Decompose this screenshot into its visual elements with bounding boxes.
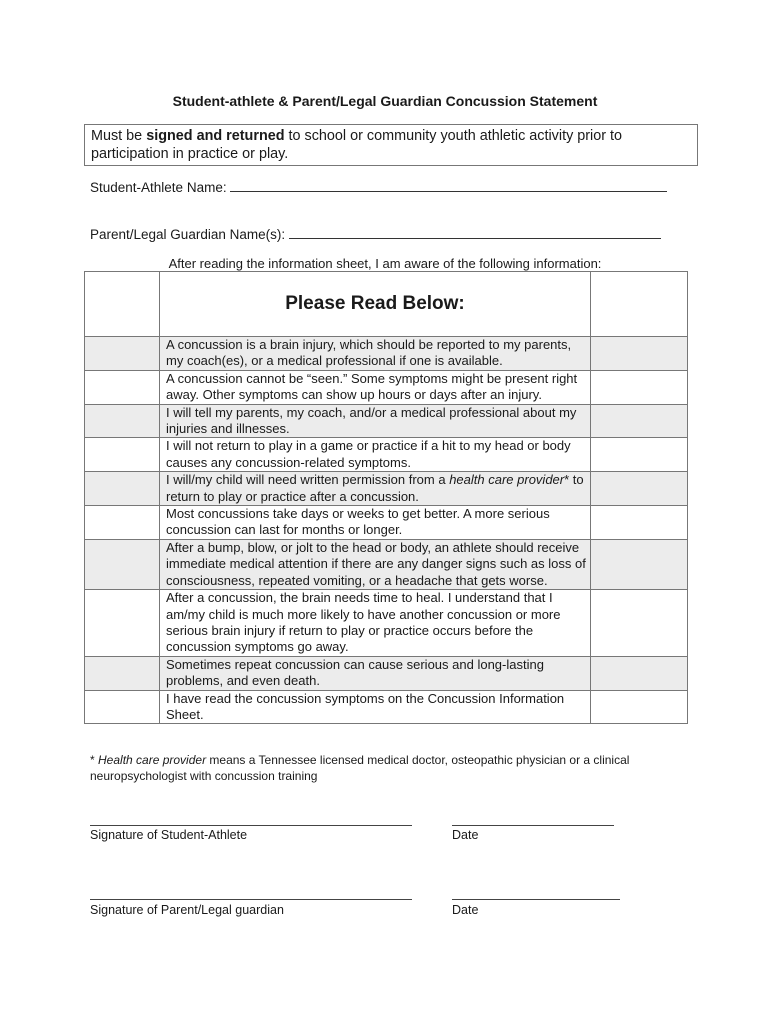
statement-text: Most concussions take days or weeks to get better. A more serious concussion can last for months or longer.	[160, 506, 591, 540]
footnote-term: Health care provider	[98, 753, 207, 767]
guardian-initial-header	[591, 272, 688, 337]
statement-text: After a concussion, the brain needs time to heal. I understand that I am/my child is much more likely to have another concussion or more serious brain injury if return to play or practice occurs before the concussion symptoms go away.	[160, 590, 591, 657]
intro-text: After reading the information sheet, I am aware of the following information:	[168, 256, 602, 271]
table-row	[85, 590, 688, 657]
guardian-initial-box[interactable]	[591, 656, 688, 690]
guardian-initial-box[interactable]	[591, 404, 688, 438]
student-signature-label: Signature of Student-Athlete	[90, 828, 248, 842]
guardian-date-line[interactable]	[452, 899, 620, 900]
table-row	[85, 370, 688, 404]
table-row	[85, 506, 688, 540]
guardian-date-label: Date	[452, 903, 479, 917]
statement-text: I will not return to play in a game or practice if a hit to my head or body causes any concussion-related symptoms.	[160, 438, 591, 472]
guardian-initial-box[interactable]	[591, 506, 688, 540]
footnote-text: means a Tennessee licensed medical doctor, osteopathic physician or a clinical neuropsychologist with concussion training	[90, 753, 630, 783]
guardian-signature-line[interactable]	[90, 899, 412, 900]
student-initial-box[interactable]	[85, 656, 160, 690]
student-initial-box[interactable]	[85, 438, 160, 472]
statement-text: A concussion is a brain injury, which should be reported to my parents, my coach(es), or a medical professional if one is available.	[160, 337, 591, 371]
footnote-star: *	[90, 753, 99, 767]
statement-text: I will tell my parents, my coach, and/or a medical professional about my injuries and illnesses.	[160, 404, 591, 438]
guardian-initial-box[interactable]	[591, 590, 688, 657]
student-initial-box[interactable]	[85, 690, 160, 724]
guardian-initial-box[interactable]	[591, 690, 688, 724]
student-initial-box[interactable]	[85, 590, 160, 657]
table-row	[85, 690, 688, 724]
student-name-row	[90, 179, 667, 195]
student-initial-box[interactable]	[85, 404, 160, 438]
statement-part: I will/my child will need written permission from a	[166, 472, 450, 488]
statement-text	[160, 472, 591, 506]
table-row	[85, 539, 688, 589]
student-signature-line[interactable]	[90, 825, 412, 826]
student-initial-box[interactable]	[85, 472, 160, 506]
statement-text: Sometimes repeat concussion can cause serious and long-lasting problems, and even death.	[160, 656, 591, 690]
notice-suffix: to school or community youth athletic activity prior to participation in practice or play.	[91, 128, 623, 162]
guardian-name-row	[90, 226, 661, 242]
student-initial-box[interactable]	[85, 370, 160, 404]
student-date-line[interactable]	[452, 825, 614, 826]
table-header-row	[85, 272, 688, 337]
table-row	[85, 337, 688, 371]
student-initial-header	[85, 272, 160, 337]
statement-text: A concussion cannot be “seen.” Some symptoms might be present right away. Other symptoms can show up hours or days after an injury.	[160, 370, 591, 404]
student-initial-box[interactable]	[85, 506, 160, 540]
notice-prefix: Must be	[91, 128, 147, 144]
table-row	[85, 438, 688, 472]
student-initial-box[interactable]	[85, 539, 160, 589]
student-name-label: Student-Athlete Name:	[90, 180, 227, 195]
return-notice	[84, 124, 698, 166]
guardian-initial-box[interactable]	[591, 539, 688, 589]
statement-text: I have read the concussion symptoms on the Concussion Information Sheet.	[160, 690, 591, 724]
student-initial-box[interactable]	[85, 337, 160, 371]
table-row	[85, 404, 688, 438]
guardian-name-field[interactable]	[289, 226, 661, 239]
guardian-signature-label: Signature of Parent/Legal guardian	[90, 903, 284, 917]
statement-table	[84, 271, 688, 724]
guardian-initial-box[interactable]	[591, 370, 688, 404]
student-name-field[interactable]	[230, 179, 667, 192]
guardian-name-label: Parent/Legal Guardian Name(s):	[90, 227, 286, 242]
guardian-initial-box[interactable]	[591, 472, 688, 506]
statement-part: * to return to play or practice after a concussion.	[166, 472, 584, 504]
document-title: Student-athlete & Parent/Legal Guardian Concussion Statement	[172, 93, 598, 109]
guardian-initial-box[interactable]	[591, 337, 688, 371]
table-row	[85, 656, 688, 690]
statement-text: After a bump, blow, or jolt to the head or body, an athlete should receive immediate medical attention if there are any danger signs such as loss of consciousness, repeated vomiting, or a headache that gets worse.	[160, 539, 591, 589]
statement-italic: health care provider	[449, 472, 565, 488]
table-heading: Please Read Below:	[160, 272, 591, 337]
student-date-label: Date	[452, 828, 479, 842]
table-row	[85, 472, 688, 506]
footnote	[90, 752, 680, 784]
guardian-initial-box[interactable]	[591, 438, 688, 472]
notice-bold: signed and returned	[146, 128, 285, 144]
